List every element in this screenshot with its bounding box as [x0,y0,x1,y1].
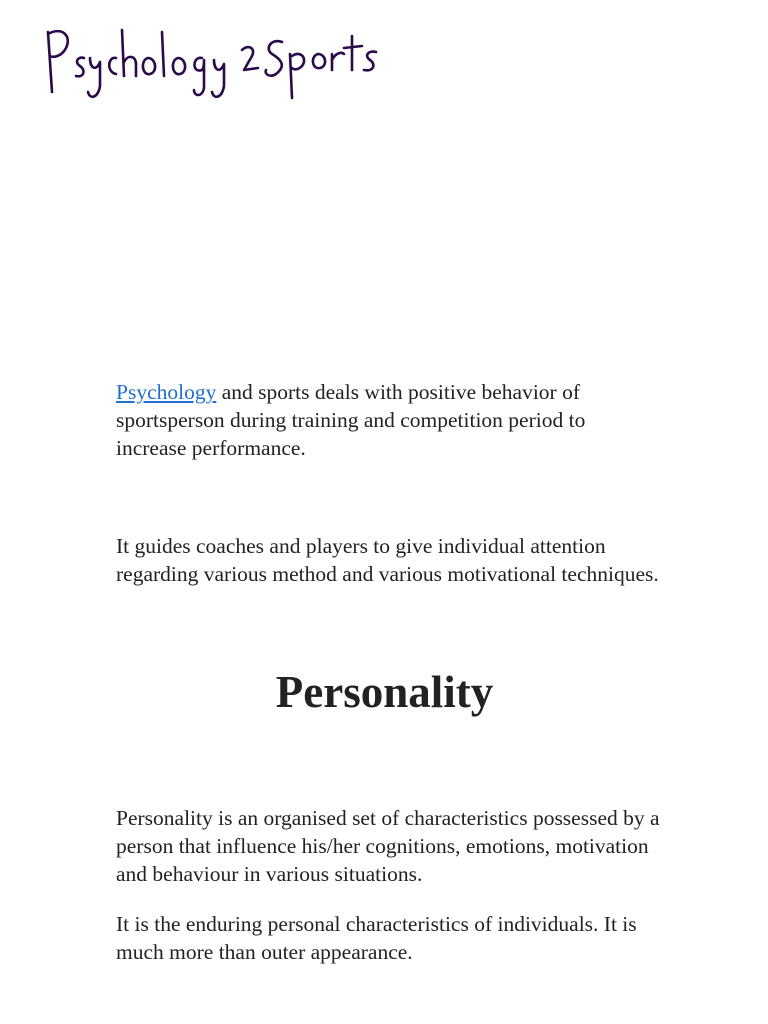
document-body [116,378,661,966]
psychology-link[interactable]: Psychology [116,380,217,404]
personality-definition-paragraph: Personality is an organised set of characteristics possessed by a person that influence his/her cognitions, emotions, motivation and behaviour in various situations. [116,806,660,886]
handwritten-title-signature [38,20,378,115]
section-heading-personality: Personality [275,667,494,717]
intro-paragraph-text: and sports deals with positive behavior of sportsperson during training and competition period to increase performance. [116,380,586,460]
guidance-paragraph: It guides coaches and players to give individual attention regarding various method and various motivational techniques. [116,534,659,586]
intro-paragraph [116,378,661,462]
personality-traits-paragraph: It is the enduring personal characteristics of individuals. It is much more than outer appearance. [116,912,637,964]
